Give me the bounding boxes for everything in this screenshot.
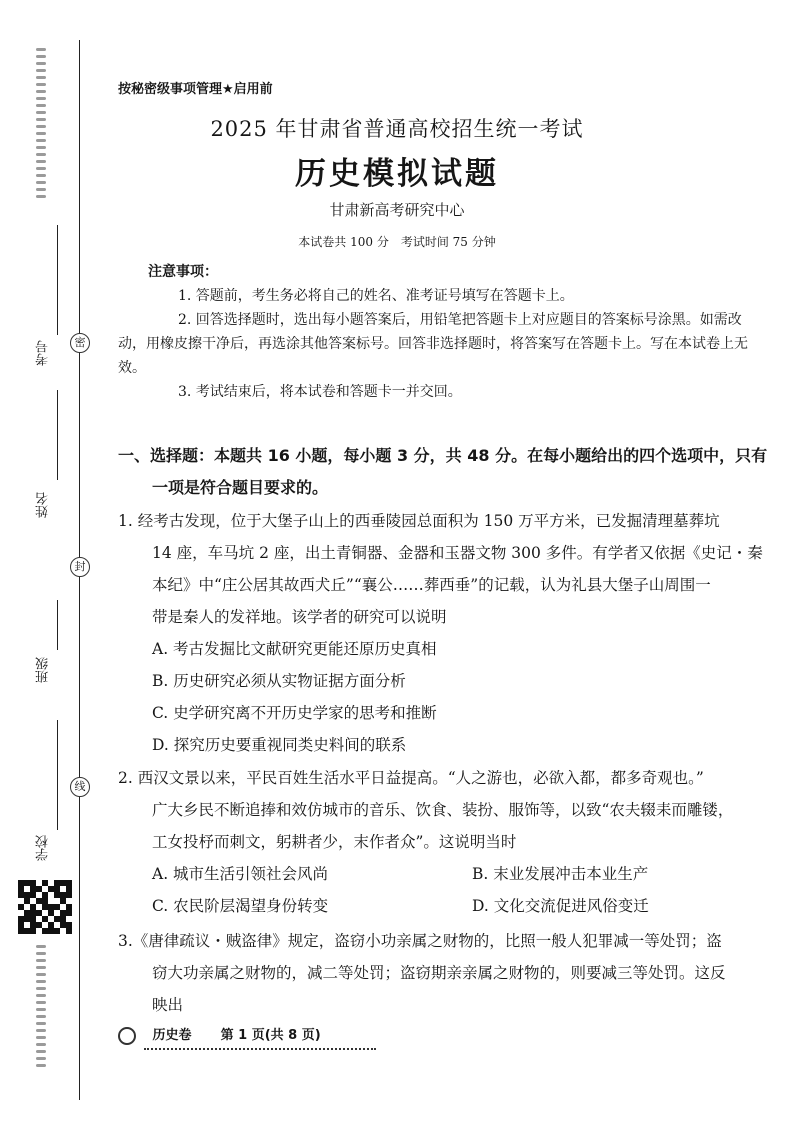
seal-feng: 封 (70, 557, 90, 577)
footer-page-number: 第 1 页(共 8 页) (220, 1028, 321, 1043)
notice-block (118, 260, 768, 404)
qr-code (18, 880, 72, 934)
question-stem-line: 14 座，车马坑 2 座，出土青铜器、金器和玉器文物 300 多件。有学者又依据《史记・秦 (152, 544, 763, 562)
school-line (57, 720, 58, 830)
option-b: B. 历史研究必须从实物证据方面分析 (152, 672, 406, 690)
question-stem-line: 本纪》中“庄公居其故西犬丘”“襄公……葬西垂”的记载，认为礼县大堡子山周围一 (152, 576, 711, 594)
question-1 (118, 505, 783, 761)
page-footer (118, 1024, 398, 1045)
option-b: B. 末业发展冲击本业生产 (472, 865, 649, 883)
question-stem-line: 窃大功亲属之财物的，减二等处罚；盗窃期亲亲属之财物的，则要减三等处罚。这反 (152, 964, 726, 982)
name-line (57, 390, 58, 480)
question-3 (118, 925, 783, 1021)
question-stem-line: 广大乡民不断追捧和效仿城市的音乐、饮食、装扮、服饰等，以致“农夫辍耒而雕镂， (152, 801, 734, 819)
option-a: A. 考古发掘比文献研究更能还原历史真相 (152, 640, 437, 658)
subject-title: 历史模拟试题 (295, 156, 499, 192)
section-line-2: 一项是符合题目要求的。 (152, 478, 329, 497)
notice-item: 1. 答题前，考生务必将自己的姓名、准考证号填写在答题卡上。 (178, 288, 574, 304)
notice-item: 2. 回答选择题时，选出每小题答案后，用铅笔把答题卡上对应题目的答案标号涂黑。如需改动，用橡皮擦干净后，再选涂其他答案标号。回答非选择题时，将答案写在答题卡上。写在本试卷上无效。 (118, 312, 748, 376)
option-c: C. 农民阶层渴望身份转变 (152, 897, 329, 915)
question-stem: 2. 西汉文景以来，平民百姓生活水平日益提高。“人之游也，必欲入都，都多奇观也。” (118, 769, 704, 787)
circle-icon (118, 1027, 136, 1045)
notice-heading: 注意事项： (148, 264, 218, 280)
options-grid (118, 858, 783, 922)
option-d: D. 文化交流促进风俗变迁 (472, 897, 649, 915)
option-c: C. 史学研究离不开历史学家的思考和推断 (152, 704, 437, 722)
seal-mi: 密 (70, 333, 90, 353)
class-label: 班级 (36, 657, 51, 683)
margin-dot-strip-bottom (34, 945, 48, 1075)
school-label: 学校 (36, 835, 51, 861)
footer-underline (144, 1044, 376, 1050)
question-stem-line: 工女投杼而刺文，躬耕者少，末作者众”。这说明当时 (152, 833, 517, 851)
exam-number-label: 考号 (36, 340, 51, 366)
footer-subject: 历史卷 (152, 1028, 192, 1043)
notice-item: 3. 考试结束后，将本试卷和答题卡一并交回。 (178, 384, 462, 400)
question-stem: 1. 经考古发现，位于大堡子山上的西垂陵园总面积为 150 万平方米，已发掘清理墓葬坑 (118, 512, 720, 530)
option-d: D. 探究历史要重视同类史料间的联系 (152, 736, 407, 754)
question-stem-line: 带是秦人的发祥地。该学者的研究可以说明 (152, 608, 447, 626)
question-2 (118, 762, 783, 922)
section-line-1: 一、选择题：本题共 16 小题，每小题 3 分，共 48 分。在每小题给出的四个选项中，只有 (118, 446, 768, 465)
organization: 甘肃新高考研究中心 (329, 201, 465, 219)
question-stem: 3.《唐律疏议・贼盗律》规定，盗窃小功亲属之财物的，比照一般人犯罪减一等处罚；盗 (118, 932, 722, 950)
option-a: A. 城市生活引领社会风尚 (152, 865, 329, 883)
exam-meta: 本试卷共 100 分 考试时间 75 分钟 (298, 235, 496, 249)
class-line (57, 600, 58, 650)
name-label: 姓名 (36, 492, 51, 518)
question-stem-line: 映出 (152, 996, 184, 1014)
exam-title: 2025 年甘肃省普通高校招生统一考试 (210, 117, 584, 141)
seal-xian: 线 (70, 777, 90, 797)
confidential-notice: 按秘密级事项管理★启用前 (118, 82, 273, 97)
section-heading (118, 440, 783, 504)
